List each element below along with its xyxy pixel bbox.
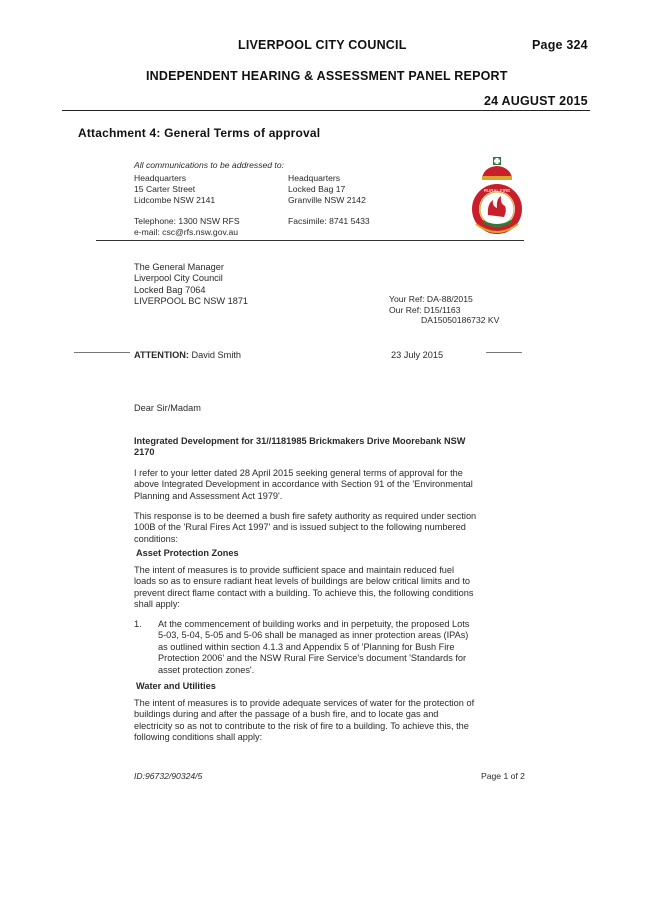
headquarters-lidcombe xyxy=(134,173,215,205)
letterhead-rule xyxy=(96,240,524,241)
paragraph-line: The intent of measures is to provide adequate services of water for the protection of xyxy=(134,698,475,708)
attention-label: ATTENTION: xyxy=(134,350,189,360)
paragraph-asset-protection xyxy=(134,565,494,611)
paragraph-reference xyxy=(134,468,494,502)
communications-note: All communications to be addressed to: xyxy=(134,160,284,170)
fold-mark-right xyxy=(486,352,522,353)
da-ref: DA15050186732 KV xyxy=(421,315,500,326)
paragraph-line: The intent of measures is to provide sufficient space and maintain reduced fuel xyxy=(134,565,455,575)
council-name: LIVERPOOL CITY COUNCIL xyxy=(238,38,407,52)
subject-text: 2170 xyxy=(134,447,155,458)
email: e-mail: csc@rfs.nsw.gov.au xyxy=(134,227,239,237)
paragraph-line: following conditions shall apply: xyxy=(134,732,263,743)
condition-line: as outlined within section 4.1.3 and Appendix 5 of 'Planning for Bush Fire xyxy=(158,641,455,652)
hq1-line: Lidcombe NSW 2141 xyxy=(134,194,216,205)
hq1-line: 15 Carter Street xyxy=(134,183,196,194)
addressee-line: LIVERPOOL BC NSW 1871 xyxy=(134,296,249,307)
condition-number: 1. xyxy=(134,619,142,629)
attention-name: David Smith xyxy=(191,350,242,360)
addressee-block xyxy=(134,262,248,308)
paragraph-line: Planning and Assessment Act 1979'. xyxy=(134,490,283,501)
fold-mark-left xyxy=(74,352,130,353)
footer-page-count: Page 1 of 2 xyxy=(481,771,525,781)
footer-document-id: ID:96732/90324/5 xyxy=(134,771,203,781)
addressee-line: Liverpool City Council xyxy=(134,273,223,284)
headquarters-granville xyxy=(288,173,366,205)
hq2-line: Granville NSW 2142 xyxy=(288,194,366,205)
facsimile: Facsimile: 8741 5433 xyxy=(288,216,370,226)
paragraph-line: conditions: xyxy=(134,533,178,544)
telephone: Telephone: 1300 NSW RFS xyxy=(134,216,240,226)
subject-text: Integrated Development for 31//1181985 Brickmakers Drive Moorebank NSW xyxy=(134,436,466,446)
salutation: Dear Sir/Madam xyxy=(134,403,201,413)
condition-line: Protection 2006' and the NSW Rural Fire Service's document 'Standards for xyxy=(158,653,467,664)
svg-text:RURAL FIRE: RURAL FIRE xyxy=(483,188,511,193)
addressee-line: Locked Bag 7064 xyxy=(134,284,206,295)
condition-line: 5-03, 5-04, 5-05 and 5-06 shall be managed as inner protection areas (IPAs) xyxy=(158,630,469,641)
report-date: 24 AUGUST 2015 xyxy=(484,94,588,108)
letter-date: 23 July 2015 xyxy=(391,350,444,360)
paragraph-line: This response is to be deemed a bush fire safety authority as required under section xyxy=(134,511,477,521)
reference-block xyxy=(389,294,499,326)
paragraph-line: electricity so as not to contribute to the risk of fire to a building. To achieve this, the xyxy=(134,720,469,731)
paragraph-line: I refer to your letter dated 28 April 2015 seeking general terms of approval for the xyxy=(134,468,463,478)
section-asset-protection-zones: Asset Protection Zones xyxy=(136,548,239,558)
your-ref: Your Ref: DA-88/2015 xyxy=(389,294,473,304)
page-number: Page 324 xyxy=(532,38,588,52)
paragraph-line: shall apply: xyxy=(134,599,180,610)
attention-line xyxy=(134,350,241,360)
hq2-line: Locked Bag 17 xyxy=(288,183,346,194)
addressee-line: The General Manager xyxy=(134,262,224,272)
paragraph-water-utilities xyxy=(134,698,494,744)
paragraph-line: loads so as to ensure radiant heat levels of buildings are below critical limits and to xyxy=(134,576,471,587)
paragraph-line: prevent direct flame contact with a building. To achieve this, the following conditions xyxy=(134,587,474,598)
paragraph-authority xyxy=(134,511,494,545)
our-ref: Our Ref: D15/1163 xyxy=(389,304,461,315)
condition-line: At the commencement of building works and in perpetuity, the proposed Lots xyxy=(158,619,470,629)
subject-line xyxy=(134,436,494,459)
report-title: INDEPENDENT HEARING & ASSESSMENT PANEL REPORT xyxy=(146,69,508,83)
paragraph-line: 100B of the 'Rural Fires Act 1997' and is issued subject to the following numbered xyxy=(134,522,466,533)
rfs-emblem-icon xyxy=(466,156,528,238)
paragraph-line: above Integrated Development in accordance with Section 91 of the 'Environmental xyxy=(134,479,473,490)
header-rule xyxy=(62,110,590,111)
paragraph-line: buildings during and after the passage of a bush fire, and to locate gas and xyxy=(134,709,439,720)
hq1-line: Headquarters xyxy=(134,173,187,183)
condition-1 xyxy=(158,619,494,676)
section-water-and-utilities: Water and Utilities xyxy=(136,681,216,691)
hq2-line: Headquarters xyxy=(288,173,341,183)
attachment-title: Attachment 4: General Terms of approval xyxy=(78,126,321,140)
condition-line: asset protection zones'. xyxy=(158,664,255,675)
